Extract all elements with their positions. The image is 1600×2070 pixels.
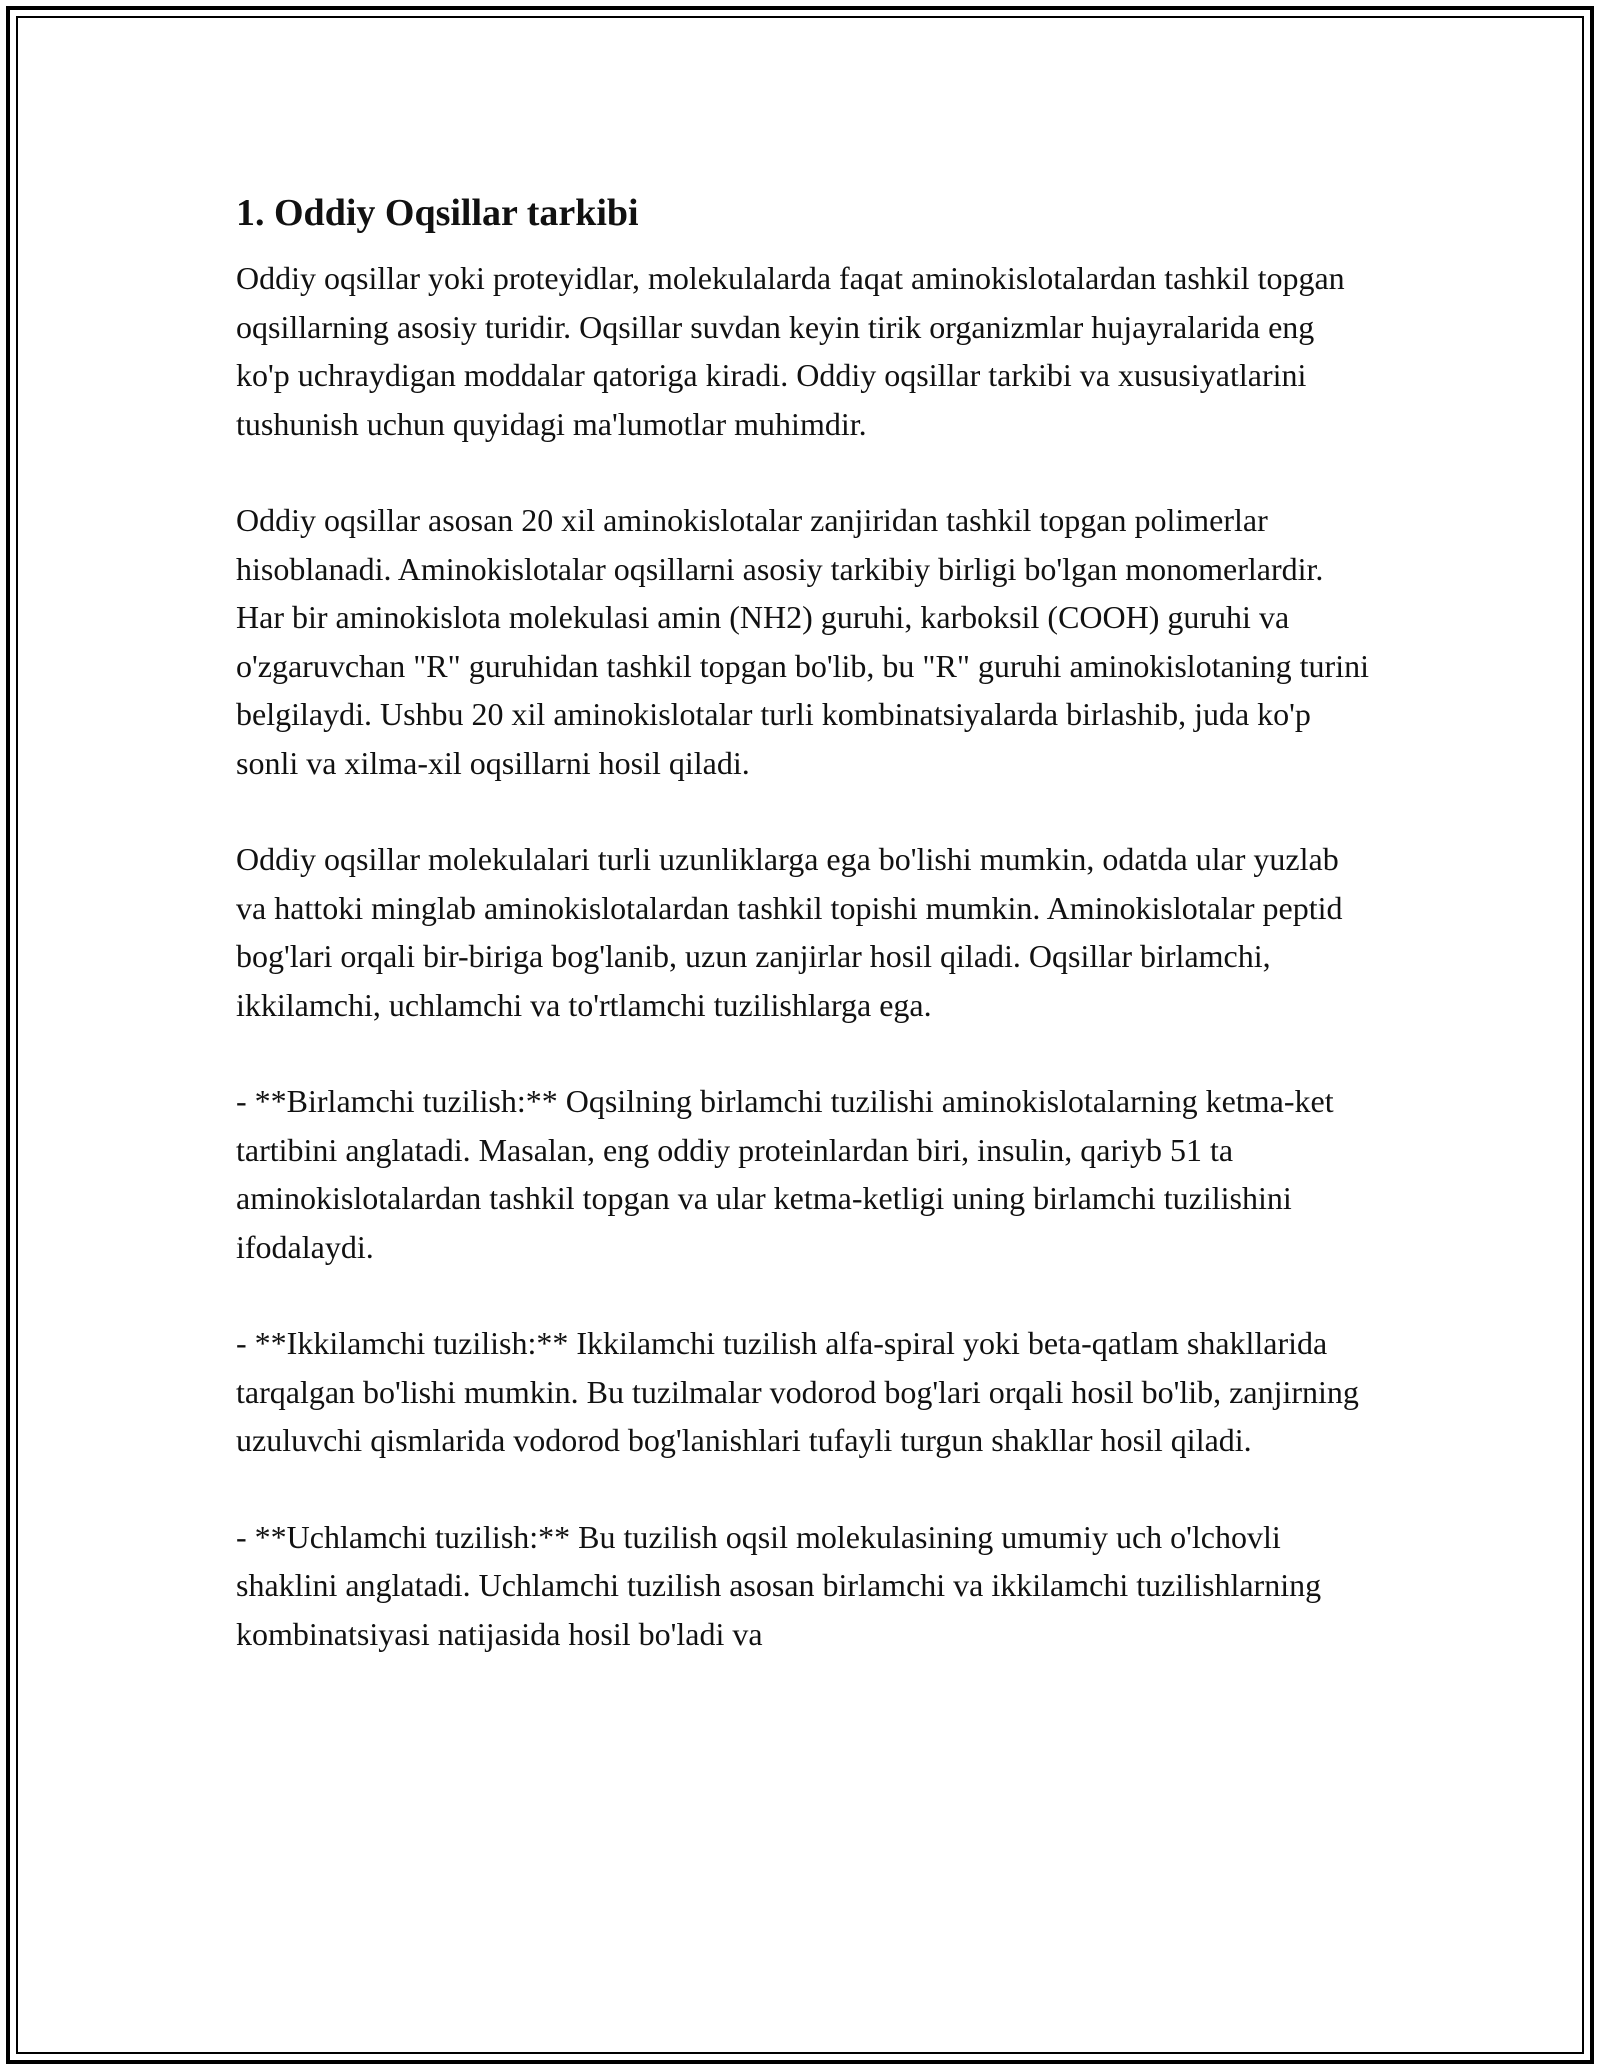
list-item-tertiary-structure: - **Uchlamchi tuzilish:** Bu tuzilish oqsil molekulasining umumiy uch o'lchovli shaklini anglatadi. Uchlamchi tuzilish asosan birlamchi va ikkilamchi tuzilishlarning kombinatsiyasi natijasida hosil bo'ladi va (236, 1518, 1322, 1652)
paragraph-intro: Oddiy oqsillar yoki proteyidlar, molekulalarda faqat aminokislotalardan tashkil topgan oqsillarning asosiy turidir. Oqsillar suvdan keyin tirik organizmlar hujayralarida eng ko'p uchraydigan moddalar qatoriga kiradi. Oddiy oqsillar tarkibi va xususiyatlarini tushunish uchun quyidagi ma'lumotlar muhimdir. (236, 260, 1345, 442)
paragraph-amino-acids: Oddiy oqsillar asosan 20 xil aminokislotalar zanjiridan tashkil topgan polimerlar hisoblanadi. Aminokislotalar oqsillarni asosiy tarkibiy birligi bo'lgan monomerlardir. Har bir aminokislota molekulasi amin (NH2) guruhi, karboksil (COOH) guruhi va o'zgaruvchan "R" guruhidan tashkil topgan bo'lib, bu "R" guruhi aminokislotaning turini belgilaydi. Ushbu 20 xil aminokislotalar turli kombinatsiyalarda birlashib, juda ko'p sonli va xilma-xil oqsillarni hosil qiladi. (236, 502, 1369, 781)
document-body (236, 188, 1376, 1706)
paragraph-structure-levels: Oddiy oqsillar molekulalari turli uzunliklarga ega bo'lishi mumkin, odatda ular yuzlab va hattoki minglab aminokislotalardan tashkil topishi mumkin. Aminokislotalar peptid bog'lari orqali bir-biriga bog'lanib, uzun zanjirlar hosil qiladi. Oqsillar birlamchi, ikkilamchi, uchlamchi va to'rtlamchi tuzilishlarga ega. (236, 841, 1343, 1023)
section-heading: 1. Oddiy Oqsillar tarkibi (236, 192, 639, 234)
list-item-primary-structure: - **Birlamchi tuzilish:** Oqsilning birlamchi tuzilishi aminokislotalarning ketma-ket tartibini anglatadi. Masalan, eng oddiy proteinlardan biri, insulin, qariyb 51 ta aminokislotalardan tashkil topgan va ular ketma-ketligi uning birlamchi tuzilishini ifodalaydi. (236, 1083, 1334, 1265)
list-item-secondary-structure: - **Ikkilamchi tuzilish:** Ikkilamchi tuzilish alfa-spiral yoki beta-qatlam shakllarida tarqalgan bo'lishi mumkin. Bu tuzilmalar vodorod bog'lari orqali hosil bo'lib, zanjirning uzuluvchi qismlarida vodorod bog'lanishlari tufayli turgun shakllar hosil qiladi. (236, 1325, 1359, 1458)
